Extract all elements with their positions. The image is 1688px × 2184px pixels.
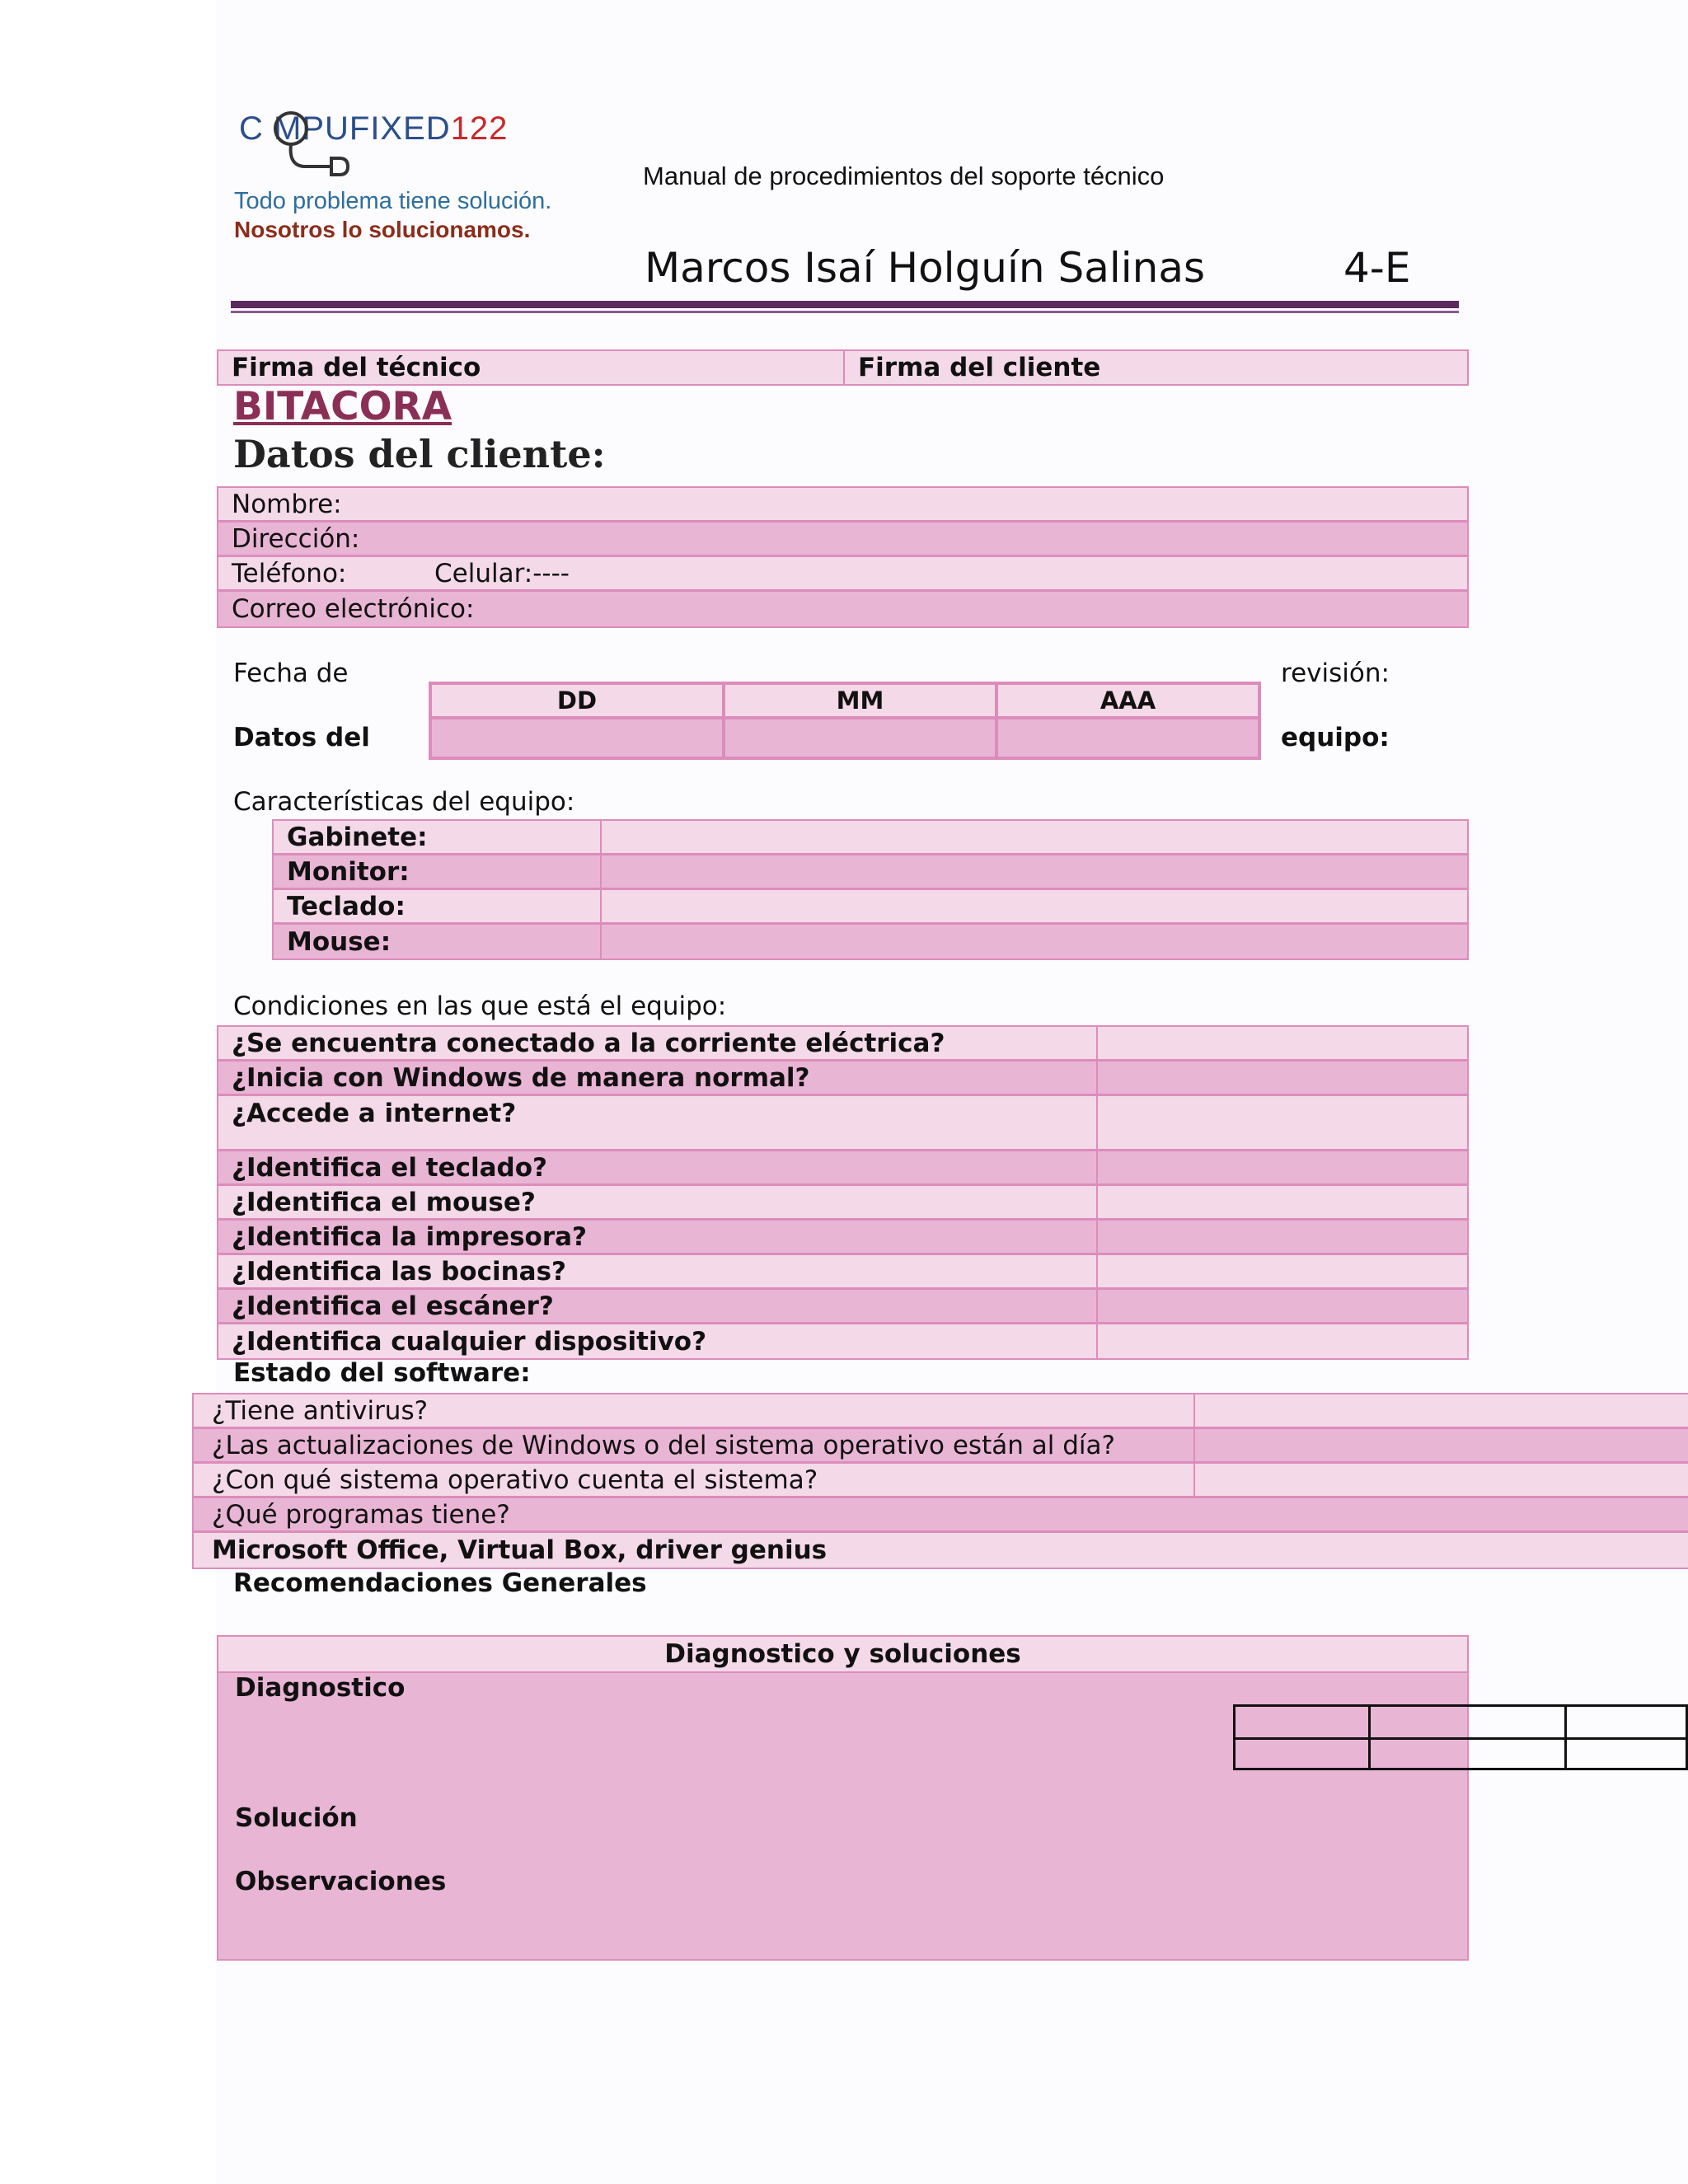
client-row-name[interactable] <box>217 486 1469 522</box>
name-label: Nombre: <box>232 489 342 519</box>
condition-question: ¿Identifica el mouse? <box>232 1187 536 1217</box>
equipment-data-label-left: Datos del <box>233 723 370 752</box>
logo-text: C MPUFIXED <box>239 110 451 147</box>
author-name: Marcos Isaí Holguín Salinas <box>645 244 1206 292</box>
diagnosis-label: Diagnostico <box>235 1673 406 1703</box>
software-row[interactable] <box>192 1462 1688 1497</box>
feature-value[interactable] <box>600 855 1467 888</box>
solution-label: Solución <box>235 1803 358 1833</box>
day-header: DD <box>430 683 724 718</box>
feature-label: Mouse: <box>287 926 392 957</box>
header-rule-thin <box>231 311 1459 313</box>
grid-line <box>1368 1707 1371 1768</box>
software-question: ¿Las actualizaciones de Windows o del sistema operativo están al día? <box>212 1430 1115 1460</box>
software-answer[interactable] <box>1193 1464 1688 1496</box>
signatures-row <box>217 349 1469 386</box>
phone-label: Teléfono: <box>232 558 347 588</box>
month-field[interactable] <box>724 718 996 758</box>
feature-label: Monitor: <box>287 856 410 887</box>
diagnosis-panel[interactable] <box>217 1635 1469 1961</box>
feature-label: Teclado: <box>287 891 406 921</box>
condition-question: ¿Se encuentra conectado a la corriente eléctrica? <box>232 1028 945 1058</box>
condition-answer[interactable] <box>1096 1062 1467 1094</box>
condition-row[interactable] <box>217 1094 1469 1151</box>
client-row-email[interactable] <box>217 590 1469 628</box>
feature-label: Gabinete: <box>287 822 428 852</box>
feature-value[interactable] <box>600 821 1467 853</box>
condition-question: ¿Identifica cualquier dispositivo? <box>232 1326 707 1357</box>
manual-title: Manual de procedimientos del soporte técnico <box>643 162 1165 190</box>
review-date-label-right: revisión: <box>1281 658 1390 688</box>
tagline-secondary: Nosotros lo solucionamos. <box>234 217 531 242</box>
grid-line <box>1564 1707 1567 1768</box>
review-date-table <box>429 682 1261 760</box>
condition-question: ¿Accede a internet? <box>232 1099 517 1128</box>
software-row[interactable] <box>192 1427 1688 1463</box>
feature-value[interactable] <box>600 890 1467 922</box>
condition-question: ¿Identifica el escáner? <box>232 1291 554 1321</box>
company-logo <box>239 99 536 190</box>
software-answer[interactable] <box>1193 1394 1688 1427</box>
group-label: 4-E <box>1343 244 1411 292</box>
cellphone-label: Celular:---- <box>434 558 570 588</box>
condition-row[interactable] <box>217 1025 1469 1061</box>
condition-answer[interactable] <box>1096 1290 1467 1322</box>
observations-label: Observaciones <box>235 1867 447 1896</box>
condition-row[interactable] <box>217 1254 1469 1289</box>
software-heading: Estado del software: <box>233 1358 531 1388</box>
software-answer[interactable] <box>1193 1429 1688 1461</box>
feature-value[interactable] <box>600 925 1467 958</box>
client-row-address[interactable] <box>217 521 1469 556</box>
feature-row[interactable] <box>272 923 1469 960</box>
review-date-label-left: Fecha de <box>233 658 349 688</box>
grid-line <box>1236 1737 1686 1740</box>
client-row-phone[interactable] <box>217 555 1469 591</box>
condition-row[interactable] <box>217 1150 1469 1185</box>
conditions-heading: Condiciones en las que está el equipo: <box>233 991 727 1021</box>
condition-row[interactable] <box>217 1060 1469 1095</box>
section-title: BITACORA <box>233 384 452 429</box>
recommendations-heading: Recomendaciones Generales <box>233 1568 647 1598</box>
condition-question: ¿Identifica la impresora? <box>232 1221 588 1252</box>
software-row[interactable] <box>192 1393 1688 1428</box>
stethoscope-icon <box>239 99 536 190</box>
client-heading: Datos del cliente: <box>233 432 606 476</box>
empty-grid <box>1233 1704 1688 1770</box>
software-question: ¿Tiene antivirus? <box>212 1395 429 1426</box>
year-header: AAA <box>996 683 1259 718</box>
software-question: ¿Qué programas tiene? <box>212 1499 510 1530</box>
year-field[interactable] <box>996 718 1259 758</box>
software-programs: Microsoft Office, Virtual Box, driver genius <box>212 1535 828 1565</box>
features-heading: Características del equipo: <box>233 787 575 817</box>
header-rule <box>231 301 1459 308</box>
condition-row[interactable] <box>217 1323 1469 1360</box>
condition-row[interactable] <box>217 1184 1469 1220</box>
logo-number: 122 <box>450 110 509 147</box>
software-row[interactable] <box>192 1497 1688 1532</box>
condition-question: ¿Identifica el teclado? <box>232 1152 547 1183</box>
day-field[interactable] <box>430 718 724 758</box>
feature-row[interactable] <box>272 888 1469 924</box>
software-row[interactable] <box>192 1531 1688 1569</box>
condition-answer[interactable] <box>1096 1255 1467 1287</box>
address-label: Dirección: <box>232 523 360 554</box>
condition-question: ¿Identifica las bocinas? <box>232 1256 567 1286</box>
condition-answer[interactable] <box>1096 1221 1467 1253</box>
tagline-primary: Todo problema tiene solución. <box>234 188 552 214</box>
condition-answer[interactable] <box>1096 1151 1467 1183</box>
condition-answer[interactable] <box>1096 1096 1467 1149</box>
client-signature-label: Firma del cliente <box>843 351 1467 384</box>
condition-answer[interactable] <box>1096 1186 1467 1218</box>
feature-row[interactable] <box>272 819 1469 855</box>
equipment-data-label-right: equipo: <box>1281 723 1390 752</box>
software-question: ¿Con qué sistema operativo cuenta el sistema? <box>212 1465 818 1495</box>
condition-row[interactable] <box>217 1219 1469 1254</box>
condition-answer[interactable] <box>1096 1324 1467 1358</box>
condition-question: ¿Inicia con Windows de manera normal? <box>232 1062 810 1093</box>
diagnosis-header: Diagnostico y soluciones <box>218 1637 1467 1673</box>
tech-signature-label: Firma del técnico <box>232 353 481 382</box>
condition-answer[interactable] <box>1096 1027 1467 1059</box>
condition-row[interactable] <box>217 1288 1469 1324</box>
feature-row[interactable] <box>272 854 1469 889</box>
month-header: MM <box>724 683 996 718</box>
email-label: Correo electrónico: <box>232 594 475 624</box>
